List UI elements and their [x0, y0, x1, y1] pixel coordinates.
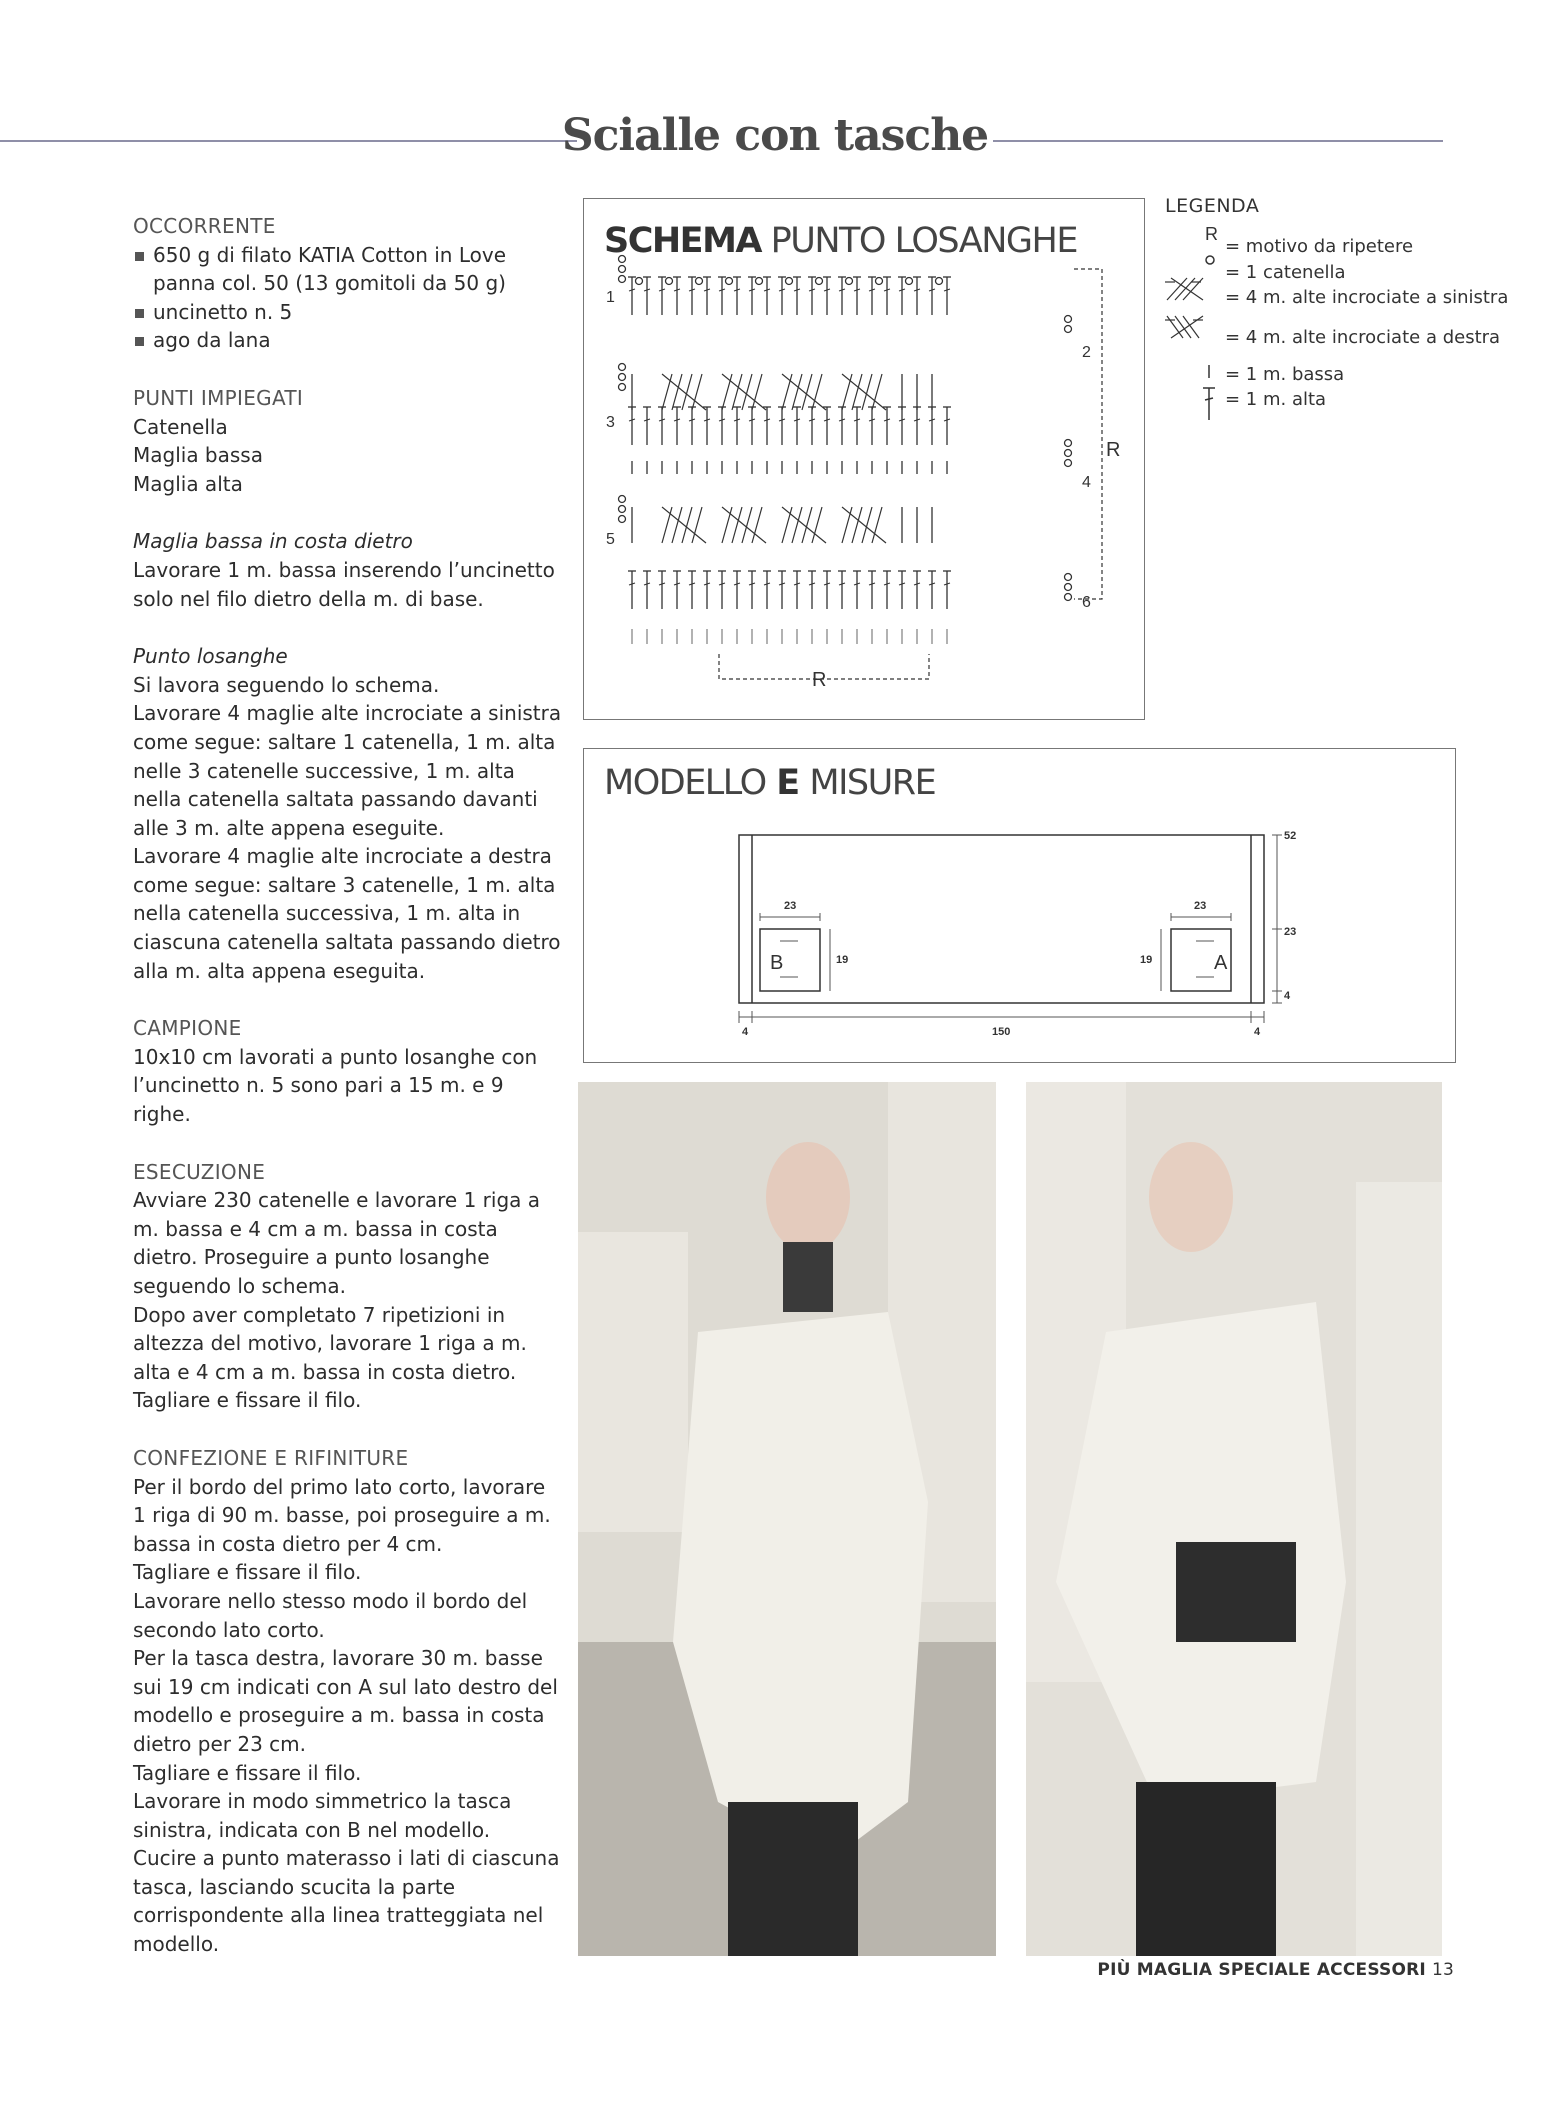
chain-mark	[876, 278, 883, 285]
chain-mark	[846, 278, 853, 285]
chain-symbol	[1206, 256, 1214, 264]
page-number: 13	[1431, 1960, 1454, 1980]
paragraph: Per la tasca destra, lavorare 30 m. basse sui 19 cm indicati con A sul lato destro del modello e proseguire a m. bassa in costa dietro per 23 cm.	[133, 1646, 558, 1756]
photo-back-illustration	[1026, 1082, 1442, 1956]
cross-stitch-mark	[782, 374, 792, 410]
legend	[1165, 195, 1509, 435]
dim-pocket-w: 23	[1194, 900, 1207, 912]
chain-mark	[816, 278, 823, 285]
cross-stitch-mark	[732, 507, 742, 543]
modello-box	[583, 748, 1456, 1063]
pocket-b	[760, 929, 820, 991]
cross-right-symbol	[1165, 316, 1203, 338]
stitch-chart	[584, 199, 1144, 719]
list-item: uncinetto n. 5	[133, 298, 563, 327]
instructions-column	[133, 212, 563, 1959]
cross-stitch-mark	[752, 507, 762, 543]
cross-stitch-mark	[792, 507, 802, 543]
legend-heading: LEGENDA	[1165, 195, 1260, 217]
paragraph: Lavorare 1 m. bassa inserendo l’uncinetto solo nel filo dietro della m. di base.	[133, 557, 555, 611]
chain-mark	[619, 256, 626, 263]
chain-mark	[1065, 450, 1072, 457]
chain-mark	[1065, 574, 1072, 581]
stitch-name: Maglia bassa	[133, 443, 263, 468]
chain-mark	[1065, 326, 1072, 333]
cross-stitch-mark	[842, 374, 852, 410]
page-title: Scialle con tasche	[561, 110, 989, 161]
paragraph: Si lavora seguendo lo schema.	[133, 672, 440, 697]
stitch-name: Catenella	[133, 414, 228, 439]
paragraph: Avviare 230 catenelle e lavorare 1 riga a m. bassa e 4 cm a m. bassa in costa dietro. Proseguire a punto losanghe seguendo lo schema.	[133, 1188, 541, 1298]
repeat-label: R	[1106, 439, 1121, 461]
legend-item: = motivo da ripetere	[1225, 236, 1414, 257]
row-number: 2	[1082, 344, 1091, 361]
cross-stitch-mark	[722, 507, 732, 543]
legend-item: = 1 catenella	[1225, 262, 1346, 283]
paragraph: Lavorare nello stesso modo il bordo del secondo lato corto.	[133, 1588, 528, 1642]
cross-stitch-mark	[662, 507, 672, 543]
cross-stitch-mark	[662, 374, 672, 410]
paragraph: Lavorare in modo simmetrico la tasca sinistra, indicata con B nel modello.	[133, 1789, 512, 1842]
double-crochet-symbol	[1203, 388, 1215, 420]
dim-pocket-w: 23	[784, 900, 797, 912]
cross-stitch-mark	[672, 374, 682, 410]
dim-height-top: 52	[1284, 830, 1297, 842]
modello-title: MODELLO E MISURE	[604, 763, 936, 803]
cross-stitch-mark	[692, 507, 702, 543]
chain-mark	[786, 278, 793, 285]
cross-left-symbol	[1165, 278, 1203, 300]
legend-item: = 4 m. alte incrociate a sinistra	[1225, 287, 1509, 308]
dim-pocket-h: 19	[1140, 954, 1153, 966]
chain-mark	[1065, 594, 1072, 601]
pocket-b-label: B	[770, 952, 784, 974]
cross-stitch-mark	[812, 374, 822, 410]
cross-stitch-mark	[852, 507, 862, 543]
chain-mark	[619, 516, 626, 523]
cross-stitch-mark	[792, 374, 802, 410]
cross-stitch-mark	[872, 507, 882, 543]
row-number: 4	[1082, 474, 1091, 491]
chain-mark	[619, 374, 626, 381]
chain-mark	[1065, 440, 1072, 447]
cross-stitch-mark	[852, 374, 862, 410]
photo-front-illustration	[578, 1082, 996, 1956]
chain-mark	[619, 364, 626, 371]
footer-text: PIÙ MAGLIA SPECIALE ACCESSORI	[1097, 1960, 1426, 1980]
paragraph: Tagliare e fissare il filo.	[133, 1560, 362, 1585]
paragraph: Dopo aver completato 7 ripetizioni in altezza del motivo, lavorare 1 riga a m. alta e 4 cm a m. bassa in costa dietro. Tagliare e fissare il filo.	[133, 1302, 527, 1413]
dim-height-pocket: 23	[1284, 926, 1297, 938]
chain-mark	[726, 278, 733, 285]
chain-mark	[619, 496, 626, 503]
cross-stitch-mark	[722, 374, 732, 410]
paragraph: Cucire a punto materasso i lati di ciascuna tasca, lasciando scucita la parte corrispondente alla linea tratteggiata nel modello.	[133, 1846, 560, 1957]
cross-stitch-mark	[812, 507, 822, 543]
section-campione: CAMPIONE	[133, 1016, 242, 1041]
photo-front	[578, 1082, 996, 1956]
subsection-title: Punto losanghe	[133, 644, 288, 669]
dim-height-bottom: 4	[1284, 990, 1291, 1002]
chain-mark	[696, 278, 703, 285]
list-item: ago da lana	[133, 326, 563, 355]
chain-mark	[619, 266, 626, 273]
shawl-outline	[739, 835, 1264, 1003]
chain-mark	[936, 278, 943, 285]
row-number: 6	[1082, 594, 1091, 611]
cross-stitch-mark	[782, 507, 792, 543]
chain-mark	[1065, 584, 1072, 591]
chain-mark	[619, 276, 626, 283]
paragraph: Per il bordo del primo lato corto, lavorare 1 riga di 90 m. basse, poi proseguire a m. bassa in costa dietro per 4 cm.	[133, 1474, 551, 1556]
paragraph: Lavorare 4 maglie alte incrociate a destra come segue: saltare 3 catenelle, 1 m. alta nella catenella successiva, 1 m. alta in ciascuna catenella saltata passando dietro alla m. alta appena eseguita.	[133, 844, 561, 983]
legend-item: = 4 m. alte incrociate a destra	[1225, 327, 1501, 348]
chain-mark	[619, 384, 626, 391]
page-footer	[1097, 1960, 1454, 1980]
chain-mark	[906, 278, 913, 285]
cross-stitch-mark	[872, 374, 882, 410]
cross-stitch-mark	[692, 374, 702, 410]
section-punti: PUNTI IMPIEGATI	[133, 385, 304, 410]
chain-mark	[1065, 316, 1072, 323]
cross-stitch-mark	[732, 374, 742, 410]
dim-border: 4	[1254, 1026, 1261, 1038]
dim-border: 4	[742, 1026, 749, 1038]
subsection-title: Maglia bassa in costa dietro	[133, 529, 413, 554]
paragraph: Tagliare e fissare il filo.	[133, 1760, 362, 1785]
chain-mark	[666, 278, 673, 285]
svg-text:R: R	[1205, 224, 1218, 244]
legend-item: = 1 m. bassa	[1225, 364, 1345, 385]
dim-width: 150	[992, 1026, 1011, 1038]
row-number: 1	[606, 289, 615, 306]
chain-mark	[636, 278, 643, 285]
chain-mark	[756, 278, 763, 285]
section-esecuzione: ESECUZIONE	[133, 1159, 266, 1184]
cross-stitch-mark	[842, 507, 852, 543]
chain-mark	[1065, 460, 1072, 467]
chain-mark	[619, 506, 626, 513]
list-item: 650 g di filato KATIA Cotton in Love panna col. 50 (13 gomitoli da 50 g)	[133, 241, 563, 298]
paragraph: Lavorare 4 maglie alte incrociate a sinistra come segue: saltare 1 catenella, 1 m. alta nelle 3 catenelle successive, 1 m. alta nella catenella saltata passando davanti alle 3 m. alte appena eseguite.	[133, 701, 562, 840]
row-number: 3	[606, 414, 615, 431]
schema-title: SCHEMA PUNTO LOSANGHE	[604, 221, 1077, 261]
cross-stitch-mark	[672, 507, 682, 543]
photo-back	[1026, 1082, 1442, 1956]
repeat-label: R	[812, 669, 827, 691]
dim-pocket-h: 19	[836, 954, 849, 966]
shawl-diagram	[584, 749, 1455, 1062]
pocket-a-label: A	[1214, 952, 1228, 974]
stitch-name: Maglia alta	[133, 471, 243, 496]
legend-item: = 1 m. alta	[1225, 389, 1327, 410]
cross-stitch-mark	[752, 374, 762, 410]
section-confezione: CONFEZIONE E RIFINITURE	[133, 1445, 409, 1470]
row-number: 5	[606, 531, 615, 548]
repeat-bracket-right	[1074, 269, 1102, 599]
section-occorrente: OCCORRENTE	[133, 214, 276, 238]
schema-box	[583, 198, 1145, 720]
paragraph: 10x10 cm lavorati a punto losanghe con l’uncinetto n. 5 sono pari a 15 m. e 9 righe.	[133, 1044, 538, 1127]
